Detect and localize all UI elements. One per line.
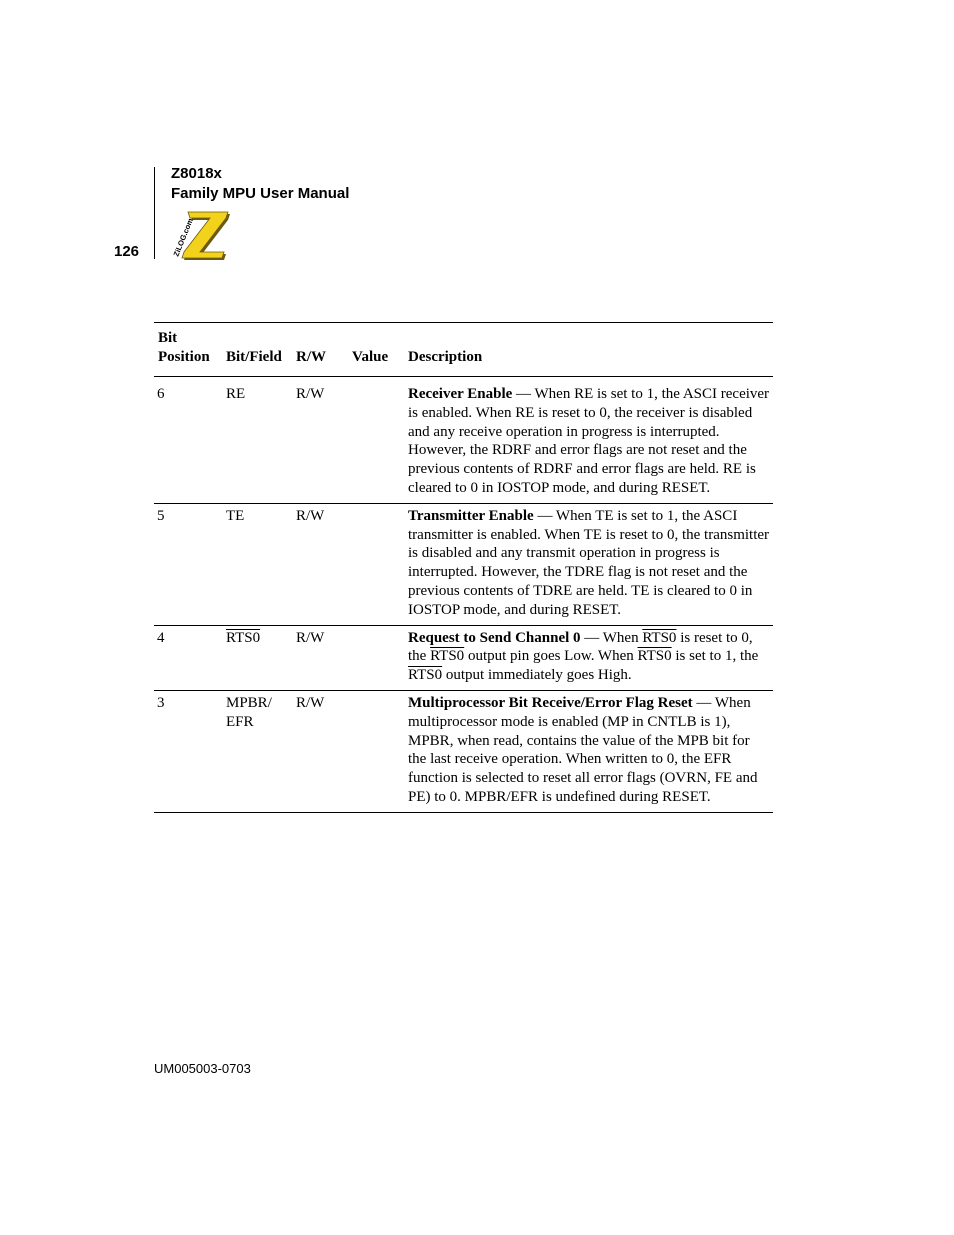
cell-field: TE <box>226 507 245 524</box>
description-text: — When RE is set to 1, the ASCI receiver is enabled. When RE is reset to 0, the receiver is disabled and any receive operation in progress is interrupted. However, the RDRF and error flags are not reset and the previous contents of RDRF and error flags are held. RE is cleared to 0 in IOSTOP mode, and during RESET. <box>408 386 770 496</box>
zilog-logo <box>168 210 232 262</box>
manual-title-line1: Z8018x <box>171 165 222 182</box>
cell-description <box>408 629 770 685</box>
cell-field <box>226 694 272 732</box>
cell-position: 4 <box>157 629 165 646</box>
col-header-position-line1: Bit <box>158 330 178 346</box>
cell-rw: R/W <box>296 694 325 711</box>
cell-description <box>408 694 770 807</box>
col-header-field: Bit/Field <box>226 349 282 365</box>
manual-title-line2: Family MPU User Manual <box>171 185 350 202</box>
cell-field-line1: MPBR/ <box>226 694 272 711</box>
register-bit-table <box>154 322 773 813</box>
col-header-position-line2: Position <box>158 348 210 365</box>
signal-name: RTS0 <box>637 648 672 665</box>
col-header-description: Description <box>408 349 483 365</box>
description-text: — When multiprocessor mode is enabled (MP in CNTLB is 1), MPBR, when read, contains the value of the MPB bit for the last receive operation. When written to 0, the EFR function is selected to reset all error flags (OVRN, FE and PE) to 0. MPBR/EFR is undefined during RESET. <box>408 694 758 805</box>
description-text: output immediately goes High. <box>442 667 632 684</box>
description-title: Request to Send Channel 0 <box>408 629 581 646</box>
header-divider <box>154 167 155 259</box>
document-id: UM005003-0703 <box>154 1061 251 1076</box>
cell-rw: R/W <box>296 386 325 402</box>
page-number: 126 <box>114 243 140 260</box>
cell-position: 6 <box>157 386 165 402</box>
col-header-rw: R/W <box>296 349 326 365</box>
table-row <box>154 691 773 813</box>
description-text: is reset to 0, the <box>408 629 753 665</box>
description-title: Receiver Enable <box>408 386 513 402</box>
cell-field: RTS0 <box>226 629 261 646</box>
signal-name: RTS0 <box>408 667 443 684</box>
cell-field-line2: EFR <box>226 713 254 730</box>
cell-position: 3 <box>157 694 165 711</box>
description-text: — When TE is set to 1, the ASCI transmitter is enabled. When TE is reset to 0, the transmitter is disabled and any transmit operation in progress is interrupted. However, the TDRE flag is not reset and the previous contents of TDRE are held. TE is cleared to 0 in IOSTOP mode, and during RESET. <box>408 507 770 618</box>
description-text: output pin goes Low. When <box>464 648 638 665</box>
manual-title <box>171 164 349 204</box>
description-text: — When <box>580 629 643 646</box>
table-row <box>154 377 773 504</box>
cell-description <box>408 385 770 498</box>
col-header-value: Value <box>352 349 389 365</box>
cell-rw: R/W <box>296 629 325 646</box>
cell-description <box>408 507 770 620</box>
description-title: Multiprocessor Bit Receive/Error Flag Reset <box>408 694 693 711</box>
logo-text: ZiLOG.com <box>171 216 195 258</box>
description-text: is set to 1, the <box>671 648 759 665</box>
cell-field: RE <box>226 386 246 402</box>
signal-name: RTS0 <box>642 629 677 646</box>
cell-rw: R/W <box>296 507 325 524</box>
signal-name: RTS0 <box>430 648 465 665</box>
table-header <box>154 322 773 377</box>
description-title: Transmitter Enable <box>408 507 534 524</box>
table-row <box>154 626 773 691</box>
col-header-position <box>158 329 210 367</box>
table-row <box>154 504 773 626</box>
cell-position: 5 <box>157 507 165 524</box>
